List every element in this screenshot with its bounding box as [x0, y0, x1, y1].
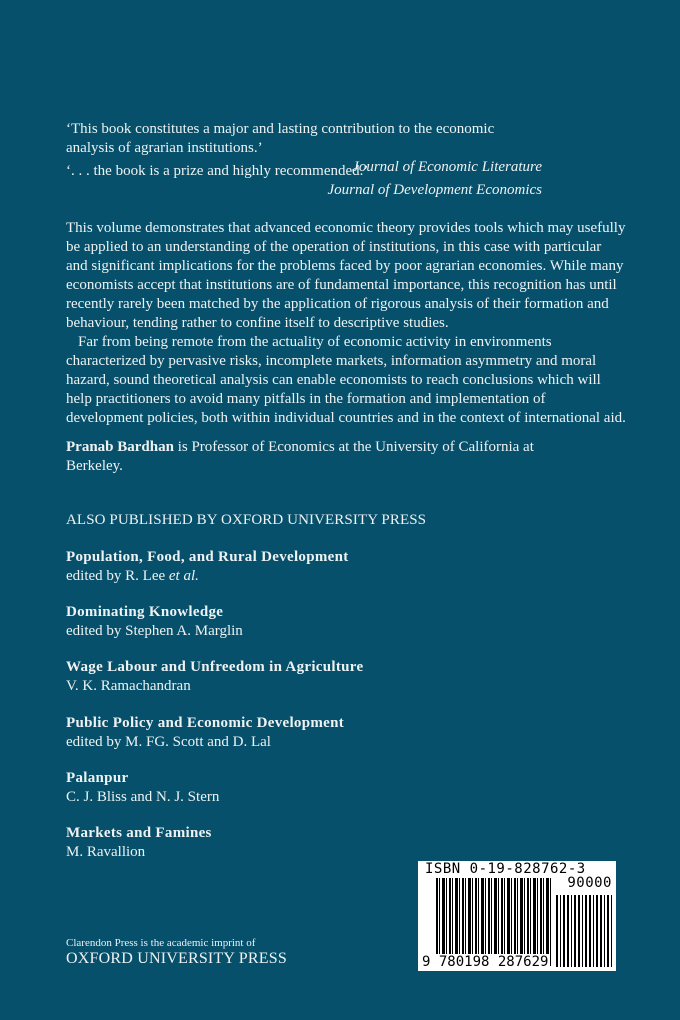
- ean-number: 9 780198 287629: [422, 954, 549, 970]
- book-title: Wage Labour and Unfreedom in Agriculture: [66, 659, 364, 675]
- price-code: 90000: [567, 875, 612, 891]
- book-title: Public Policy and Economic Development: [66, 715, 345, 731]
- book-title: Palanpur: [66, 770, 129, 786]
- author-bio: [66, 438, 566, 476]
- isbn-text: ISBN 0-19-828762-3: [425, 861, 586, 877]
- book-item: [66, 658, 363, 696]
- book-item: [66, 769, 219, 807]
- price-barcode-bars: [556, 895, 612, 967]
- book-byline-italic: et al.: [168, 568, 199, 584]
- book-title: Population, Food, and Rural Development: [66, 549, 349, 565]
- isbn-barcode: [418, 861, 616, 971]
- book-item: [66, 824, 212, 862]
- book-byline: C. J. Bliss and N. J. Stern: [66, 789, 220, 805]
- quote-text: ‘. . . the book is a prize and highly recommended.’: [66, 163, 369, 179]
- description-paragraph-1: This volume demonstrates that advanced economic theory provides tools which may usefully be applied to an understanding of the operation of institutions, in this case with particular and significant implications for the problems faced by poor agrarian economies. While many economists accept that institutions are of fundamental importance, this recognition has until recently rarely been matched by the application of rigorous analysis of their formation and behaviour, tending rather to confine itself to descriptive studies.: [66, 220, 626, 331]
- book-byline: edited by Stephen A. Marglin: [66, 623, 243, 639]
- also-published-heading: ALSO PUBLISHED BY OXFORD UNIVERSITY PRESS: [66, 512, 427, 528]
- description-paragraph-2: Far from being remote from the actuality of economic activity in environments characterized by pervasive risks, incomplete markets, information asymmetry and moral hazard, sound theoretical analysis can enable economists to reach conclusions which will help practitioners to avoid many pitfalls in the formation and implementation of development policies, both within individual countries and in the context of international aid.: [66, 334, 626, 426]
- book-item: [66, 548, 349, 586]
- review-quote-2: [66, 162, 542, 200]
- publisher-imprint: [66, 937, 287, 968]
- quote-source: Journal of Economic Literature: [352, 159, 542, 175]
- book-byline: edited by R. Lee: [66, 568, 166, 584]
- book-title: Markets and Famines: [66, 825, 212, 841]
- book-byline: M. Ravallion: [66, 844, 146, 860]
- imprint-line: Clarendon Press is the academic imprint of: [66, 937, 256, 949]
- author-bio-text: is Professor of Economics at the University of California at Berkeley.: [66, 439, 534, 474]
- barcode-bars: [436, 878, 552, 966]
- book-title: Dominating Knowledge: [66, 604, 224, 620]
- book-byline: edited by M. FG. Scott and D. Lal: [66, 734, 271, 750]
- author-name: Pranab Bardhan: [66, 439, 174, 455]
- quote-text: ‘This book constitutes a major and lasting contribution to the economic analysis of agrarian institutions.’: [66, 121, 495, 156]
- book-item: [66, 714, 344, 752]
- publisher-name: OXFORD UNIVERSITY PRESS: [66, 950, 287, 967]
- description: [66, 219, 626, 428]
- book-byline: V. K. Ramachandran: [66, 678, 191, 694]
- quote-source: Journal of Development Economics: [327, 182, 542, 198]
- book-item: [66, 603, 243, 641]
